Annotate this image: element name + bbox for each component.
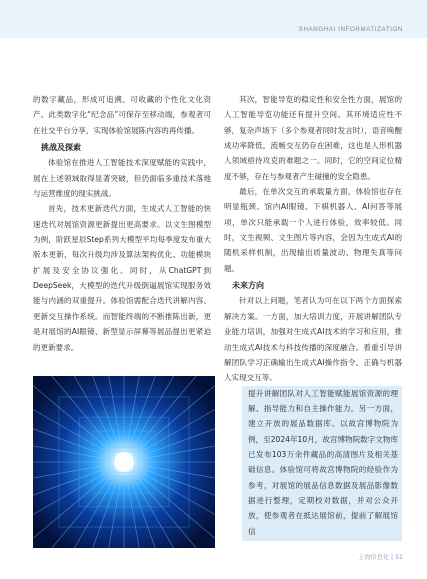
page-footer: 上海信息化 | 51 [358,554,403,561]
paragraph: 体验馆在推进人工智能技术深度赋能的实践中，展在上述领域取得显著突破，但仍面临多重技术落地与运营维度的现实挑战。 [33,158,211,199]
highlight-box [242,386,402,541]
paragraph: 最后，在单次交互的承载量方面，体验馆也存在明显瓶颈。馆内AI眼镜、下棋机器人、AI问答等展项，单次只能承载一个人进行体验，效率较低。同时，文生视频、文生图片等内容，会因为生成式AI的随机采样机制，出现输出质量波动、物理失真等问题。 [224,187,402,273]
paragraph: 首先，技术更新迭代方面，生成式人工智能的快速迭代对展馆资源更新提出更高要求。以文生图模型为例，阶跃星辰Step系列大模型平均每季度发布重大版本更新，每次升级均涉及算法架构优化、功能模块扩展及安全协议强化。同时，从ChatGPT到DeepSeek，大模型的迭代升级倒逼展馆实现服务效能与内涵的双重提升。体验馆需配合迭代讲解内容、更新交互操作系统。而智能终端的不断推陈出新，更是对展馆的AI眼镜、新型显示屏幕等展品提出更紧迫的更新要求。 [33,204,211,352]
paragraph: 提升讲解团队对人工智能赋能展馆资源的理解、指导能力和自主操作能力。另一方面，建立开放的展品数据库。以故宫博物院为例，至2024年10月，故宫博物院数字文物库已发布103万余件藏品的高清图片及相关基础信息。体验馆可将故宫博物院的经验作为参考，对展馆的展品信息数据及展品影像数据进行整理，定期校对数据，并对公众开放，使参观者在抵达展馆前，提前了解展馆信 [248,388,398,536]
section-heading: 未来方向 [232,281,264,291]
paragraph: 针对以上问题，笔者认为可在以下两个方面探索解决方案。一方面，加大培训力度，开展讲解团队专业能力培训，加强对生成式AI技术的学习和应用，推动生成式AI技术与科技传播的深度融合。着重引导讲解团队学习正确输出生成式AI操作指令、正确与机器人实现交互等。 [224,296,402,383]
magazine-header: SHANGHAI INFORMATIZATION [298,26,403,33]
section-heading: 挑战及探索 [41,143,81,153]
paragraph: 其次，智能导览的稳定性和安全性方面，展馆的人工智能导览功能还有提升空间。其环境适应性不够，复杂声场下（多个参观者同时发言时），语音唤醒成功率降低，流畅交互仍存在困难，这也是人形机器人领域亟待攻克的难题之一。同时，它的空间定位精度不够，存在与参观者产生碰撞的安全隐患。 [224,95,402,181]
tunnel-graphic [33,376,215,548]
paragraph: 的数字藏品，形成可追溯、可收藏的个性化文化资产。此类数字化“纪念品”可保存至移动端，参观者可在社交平台分享，实现体验馆展陈内容的再传播。 [33,95,211,135]
left-column [33,92,211,355]
right-column [224,92,402,541]
tunnel-illustration [33,376,215,548]
